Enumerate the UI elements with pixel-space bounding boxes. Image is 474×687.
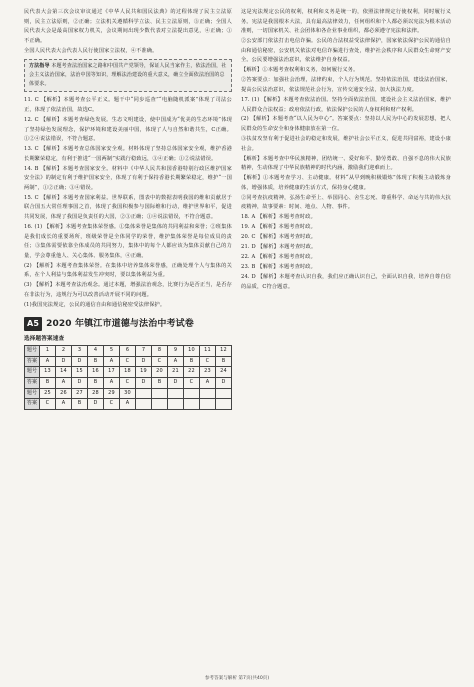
- answer-table-cell: [136, 399, 152, 410]
- answer-table-row: [25, 377, 232, 388]
- paragraph: 【解析】本题考查中华民族精神，团结统一、爱好和平、勤劳勇敢、自强不息的伟大民族精神，生动体现了中华民族精神的时代内涵，激励我们迎难而上。: [241, 155, 451, 172]
- answer-table-cell: 30: [120, 388, 136, 399]
- answer-table-cell: C: [200, 356, 216, 367]
- answer-table-cell: C: [152, 356, 168, 367]
- answer-table-cell: D: [56, 356, 72, 367]
- answer-explanation: 24. D 【解析】本题考查认识自我，我们应正确认识自己，全面认识自我，培养自尊自信的品质，C符合题意。: [241, 274, 451, 290]
- answer-table-cell: 24: [216, 367, 232, 378]
- answer-table-cell: [168, 399, 184, 410]
- answer-table-cell: B: [184, 356, 200, 367]
- answer-table-cell: 14: [56, 367, 72, 378]
- answer-table-row: [25, 346, 232, 357]
- answer-table-cell: 17: [104, 367, 120, 378]
- answer-table-cell: D: [168, 377, 184, 388]
- answer-explanation: 20. C 【解析】本题考查时政。: [241, 234, 317, 241]
- answer-table-cell: 18: [120, 367, 136, 378]
- right-column: [241, 8, 451, 293]
- answer-table-row-header: 答案: [25, 356, 40, 367]
- answer-table-cell: B: [88, 377, 104, 388]
- answer-table-cell: 7: [136, 346, 152, 357]
- answer-explanation: 22. A 【解析】本题考查时政。: [241, 254, 316, 261]
- answer-explanation: (1)我国宪法规定，公民的通信自由和通信秘密受法律保护。: [24, 301, 166, 308]
- exam-section-banner: [24, 317, 232, 331]
- answer-table-title: 选择题答案速查: [24, 335, 65, 342]
- answer-table-cell: 13: [40, 367, 56, 378]
- answer-table: [24, 345, 232, 410]
- answer-table-cell: 12: [216, 346, 232, 357]
- answer-table-cell: D: [72, 356, 88, 367]
- answer-table-cell: [200, 388, 216, 399]
- answer-table-cell: B: [152, 377, 168, 388]
- section-badge: A5: [24, 317, 42, 331]
- answer-table-cell: A: [120, 399, 136, 410]
- paragraph: 【解析】①本题考查权利和义务，如何履行义务。: [241, 67, 359, 74]
- answer-table-cell: 15: [72, 367, 88, 378]
- answer-table-cell: C: [120, 356, 136, 367]
- page-footer: 参考答案与解析 第7页(共40页): [204, 676, 270, 681]
- paragraph: (2) 【解析】本题考查“以人民为中心”。答案要点：坚持以人民为中心的发展思想，把人民群众的生命安全和身体健康放在第一位。: [241, 116, 451, 133]
- answer-table-row: [25, 388, 232, 399]
- answer-explanation: (3) 【解析】本题考查法治观念。通过本题，增强法治观念，比赛行为是否正当，是否存在非法行为，违规行为可以改善活动开展不同的问题。: [24, 282, 232, 298]
- answer-table-cell: 1: [40, 346, 56, 357]
- answer-table-cell: 6: [120, 346, 136, 357]
- answer-table-cell: 5: [104, 346, 120, 357]
- answer-table-cell: C: [184, 377, 200, 388]
- answer-table-cell: 28: [88, 388, 104, 399]
- answer-table-cell: B: [40, 377, 56, 388]
- answer-table-cell: 20: [152, 367, 168, 378]
- answer-table-cell: B: [216, 356, 232, 367]
- answer-table-cell: D: [72, 377, 88, 388]
- answer-table-cell: 10: [184, 346, 200, 357]
- answer-explanation: 12. C 【解析】本题考查绿色发展。生态文明建设，使中国成为“优美的生态环境”体现了坚持绿色发展理念，保护环境和建设美丽中国，体现了人与自然和谐共生，C正确。①②④说法错误，不符合题意。: [24, 116, 232, 143]
- paragraph: 【解析】①本题考查学习、主动健康。材料“从早到晚积极锻炼”体现了积极主动锻炼身体，增强体质，培养健康的生活方式，保持身心健康。: [241, 175, 451, 191]
- answer-table-cell: 16: [88, 367, 104, 378]
- answer-table-cell: [200, 399, 216, 410]
- answer-table-cell: C: [104, 399, 120, 410]
- answer-table-cell: 9: [168, 346, 184, 357]
- paragraph: 民代表大会第三次会议审议通过《中华人民共和国民法典》的过程体现了民主立法原则，民主立法原则，②正确；立法机关遵循科学立法、民主立法原则，③正确；全国人民代表大会是最高国家权力机关，会议期间出现少数代表对立法提出意见，④正确；①不正确。: [24, 9, 232, 44]
- paragraph: 全国人民代表大会代表人民行使国家立法权，④不准确。: [24, 47, 158, 54]
- answer-table-row-header: 题号: [25, 367, 40, 378]
- answer-explanation: 21. D 【解析】本题考查时政。: [241, 244, 317, 251]
- paragraph: ②公安部门依法打击电信诈骗。公民的合法权益受法律保护，国家依法保护公民的通信自由和通信秘密，公安机关依法对电信诈骗进行查处，维护社会秩序和人民群众生命财产安全。公民要增强法治意识，依法维护自身权益。: [241, 38, 451, 64]
- answer-explanation: 13. C 【解析】本题考查总体国家安全观。材料体现了坚持总体国家安全观，维护香港长期繁荣稳定，有利于推进“一国两制”实践行稳致远，③④正确；①②说法错误。: [24, 146, 232, 162]
- answer-table-cell: 27: [72, 388, 88, 399]
- answer-table-cell: C: [120, 377, 136, 388]
- answer-explanation: 14. B 【解析】本题考查国家安全。材料中《中华人民共和国香港特别行政区维护国家安全法》的制定有利于维护国家安全，体现了有利于保持香港长期繁荣稳定，维护“一国两制”，①②正确；③④错误。: [24, 165, 232, 191]
- answer-explanation: 16. (1) 【解析】本题考查集体荣誉感。①集体荣誉是集体的共同利益和荣誉；②班集体是我们成长的重要场所，班级荣誉是全体同学的荣誉，维护集体荣誉是每位成员的责任；③集体需要依靠全体成员的共同努力，集体中的每个人都应该为集体贡献自己的力量，学会尊重他人、关心集体、服务集体，④正确。: [24, 224, 232, 259]
- answer-table-cell: 25: [40, 388, 56, 399]
- answer-table-row-header: 答案: [25, 377, 40, 388]
- answer-table-cell: A: [104, 356, 120, 367]
- answer-explanation: (2) 【解析】本题考查集体荣誉。在集体中培养集体荣誉感，正确处理个人与集体的关系，在个人利益与集体利益发生冲突时，要以集体利益为重。: [24, 262, 232, 279]
- answer-table-cell: 26: [56, 388, 72, 399]
- answer-table-cell: [216, 388, 232, 399]
- answer-table-cell: 22: [184, 367, 200, 378]
- answer-table-cell: [136, 388, 152, 399]
- answer-table-cell: [168, 388, 184, 399]
- answer-table-cell: B: [88, 356, 104, 367]
- answer-table-cell: A: [200, 377, 216, 388]
- answer-table-cell: A: [56, 399, 72, 410]
- answer-table-cell: [184, 388, 200, 399]
- answer-table-row: [25, 367, 232, 378]
- answer-explanation: 23. B 【解析】本题考查时政。: [241, 264, 316, 271]
- answer-table-cell: A: [168, 356, 184, 367]
- answer-explanation: 18. A 【解析】本题考查时政。: [241, 214, 316, 221]
- answer-explanation: 19. A 【解析】本题考查时政。: [241, 224, 316, 231]
- answer-table-cell: [216, 399, 232, 410]
- paragraph: ③扶贫攻坚有利于促进社会的稳定和发展，维护社会公平正义，促进共同富裕，建设小康社会。: [241, 136, 451, 152]
- paragraph: ②同考查抗疫精神，弘扬生命至上、举国同心、舍生忘死、尊重科学、命运与共的伟大抗疫精神，故事要素：时间、地点、人物、事件。: [241, 194, 451, 211]
- answer-table-cell: D: [216, 377, 232, 388]
- answer-table-row-header: 题号: [25, 346, 40, 357]
- answer-table-cell: 19: [136, 367, 152, 378]
- answer-table-cell: 4: [88, 346, 104, 357]
- method-guidance-tag: 方法指导: [29, 63, 50, 70]
- answer-table-cell: [184, 399, 200, 410]
- answer-table-row-header: 答案: [25, 399, 40, 410]
- paragraph: 这是宪法规定公民的权利，权利和义务是统一的，依照法律规定行使权利，同时履行义务。宪法是我国根本大法，具有最高法律效力，任何组织和个人都必须以宪法为根本活动准则，一切国家机关、社会团体和各企业事业组织，都必须遵守宪法和法律。: [241, 9, 451, 35]
- paragraph: 17. (1) 【解析】本题考查依法治国。坚持全面依法治国，建设社会主义法治国家，维护人民群众合法权益；政府依法行政，依法保护公民的人身权利和财产权利。: [241, 96, 451, 113]
- answer-table-cell: D: [136, 377, 152, 388]
- answer-table-cell: [152, 399, 168, 410]
- exam-title: 2020 年镇江市道德与法治中考试卷: [46, 318, 194, 329]
- answer-table-row: [25, 356, 232, 367]
- answer-table-cell: 23: [200, 367, 216, 378]
- answer-explanation: 11. C 【解析】本题考查公平正义。题干中“同步巡查”“电脑随机派案”体现了司法公正，体现了依法治国，故选C。: [24, 97, 232, 113]
- answer-table-cell: A: [56, 377, 72, 388]
- answer-table-cell: 8: [152, 346, 168, 357]
- answer-table-cell: A: [104, 377, 120, 388]
- answer-table-cell: 3: [72, 346, 88, 357]
- answer-table-cell: 2: [56, 346, 72, 357]
- answer-table-cell: 11: [200, 346, 216, 357]
- left-column: [24, 8, 232, 410]
- answer-table-cell: B: [72, 399, 88, 410]
- answer-table-cell: C: [40, 399, 56, 410]
- answer-table-cell: D: [88, 399, 104, 410]
- answer-table-cell: A: [40, 356, 56, 367]
- answer-table-cell: [152, 388, 168, 399]
- answer-table-row-header: 题号: [25, 388, 40, 399]
- answer-table-row: [25, 399, 232, 410]
- answer-table-cell: D: [136, 356, 152, 367]
- answer-explanation: 15. C 【解析】本题考查国家利益。世界联系，图表中的数据表明我国的维和贡献居于联合国五大常任理事国之首，体现了我国积极参与国际维和行动，维护世界和平，促进共同发展，体现了我国是负责任的大国，②③正确；①④说法错误，不符合题意。: [24, 194, 232, 221]
- answer-table-cell: 21: [168, 367, 184, 378]
- method-guidance-text: 本题考查法治国家之路和中国共产党领导，保证人民当家作主，依法治国，社会主义法治国家，法治中国等知识，理解法治建设的重大意义，确立全面依法治国的总体要求。: [29, 63, 227, 88]
- answer-table-cell: 29: [104, 388, 120, 399]
- paragraph: ②答案要点：加强社会治理，法律约束，个人行为规范。坚持依法治国，建设法治国家，提高公民法治意识，依法规范社会行为，宣传交通安全法，加大执法力度。: [241, 77, 451, 93]
- method-guidance-box: [24, 59, 232, 92]
